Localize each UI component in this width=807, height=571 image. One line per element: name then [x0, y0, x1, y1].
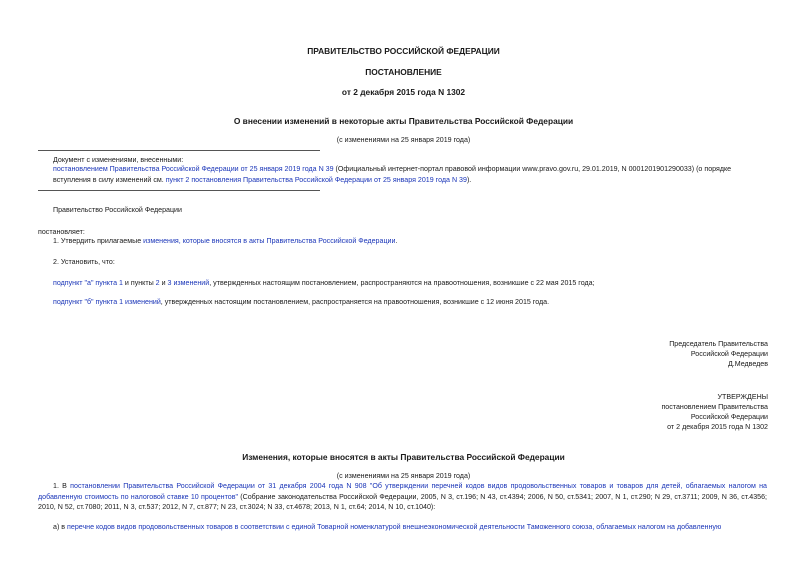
amend-link[interactable]: постановлением Правительства Российской Федерации от 25 января 2019 года N 39 [53, 165, 334, 173]
annex-paragraph-1: 1. В постановлении Правительства Российской Федерации от 31 декабря 2004 года N 908 "Об утверждении перечней кодов видов продовольственных товаров и товаров для детей, облагаемых налогом на добавленную стоимость по налоговой ставке 10 процентов" (Собрание законодательства Российской Федерации, 2005, N 3, ст.196; N 43, ст.4394; 2006, N 50, ст.5341; 2007, N 1, ст.290; N 29, ст.3711; 2009, N 36, ст.4356; 2010, N 52, ст.7080; 2011, N 3, ст.537; 2012, N 7, ст.877; N 23, ст.3024; N 33, ст.4678; 2013, N 1, ст.64; 2014, N 10, ст.1040): [38, 482, 767, 511]
approved-line-4: от 2 декабря 2015 года N 1302 [667, 423, 768, 431]
signer-title-1: Председатель Правительства [669, 340, 768, 348]
point-3-link[interactable]: 3 изменений [167, 279, 210, 287]
changes-text: постановлением Правительства Российской Федерации от 25 января 2019 года N 39 (Официальный интернет-портал правовой информации www.pravo.gov.ru, 29.01.2019, N 0001201901290033) (о порядке вступления в силу изменений см. пункт 2 постановления Правительства Российской Федерации от 25 января 2019 года N 39). [53, 165, 732, 184]
paragraph-2: 2. Установить, что: [53, 258, 115, 266]
signer-name: Д.Медведев [727, 360, 768, 368]
approved-line-2: постановлением Правительства [661, 403, 768, 411]
changes-link[interactable]: изменения, которые вносятся в акты Правительства Российской Федерации [143, 237, 396, 245]
approved-label: УТВЕРЖДЕНЫ [717, 393, 768, 401]
annex-paragraph-a: а) в перечне кодов видов продовольственных товаров в соответствии с единой Товарной номенклатурой внешнеэкономической деятельности Таможенного союза, облагаемых налогом на добавленную [53, 523, 722, 531]
doc-date-number: от 2 декабря 2015 года N 1302 [341, 87, 466, 97]
approved-line-3: Российской Федерации [690, 413, 768, 421]
divider-bottom [38, 190, 320, 191]
doc-title: О внесении изменений в некоторые акты Правительства Российской Федерации [233, 116, 574, 126]
annex-amended-note: (с изменениями на 25 января 2019 года) [336, 472, 471, 480]
decrees-word: постановляет: [38, 228, 85, 236]
doc-type: ПОСТАНОВЛЕНИЕ [365, 67, 442, 77]
amended-note: (с изменениями на 25 января 2019 года) [336, 136, 471, 144]
divider-top [38, 150, 320, 151]
annex-title: Изменения, которые вносятся в акты Правительства Российской Федерации [242, 452, 565, 462]
paragraph-1: 1. Утвердить прилагаемые изменения, которые вносятся в акты Правительства Российской Федерации. [53, 237, 398, 245]
signer-title-2: Российской Федерации [690, 350, 768, 358]
subpoint-b-link[interactable]: подпункт "б" пункта 1 изменений [53, 298, 161, 306]
changes-intro: Документ с изменениями, внесенными: [53, 156, 184, 164]
point-2-link[interactable]: 2 [155, 279, 160, 287]
gov-name: ПРАВИТЕЛЬСТВО РОССИЙСКОЙ ФЕДЕРАЦИИ [307, 46, 500, 56]
decree-908-link[interactable]: постановлении Правительства Российской Федерации от 31 декабря 2004 года N 908 "Об утверждении перечней кодов видов продовольственных товаров и товаров для детей, облагаемых налогом на добавленную стоимость по налоговой ставке 10 процентов" [38, 482, 767, 501]
product-codes-list-link[interactable]: перечне кодов видов продовольственных товаров в соответствии с единой Товарной номенклатурой внешнеэкономической деятельности Таможенного союза, облагаемых налогом на добавленную [67, 523, 722, 531]
amend-point-link[interactable]: пункт 2 постановления Правительства Российской Федерации от 25 января 2019 года N 39 [165, 175, 467, 184]
paragraph-2a: подпункт "а" пункта 1 и пункты 2 и 3 изменений, утвержденных настоящим постановлением, распространяются на правоотношения, возникшие с 22 мая 2015 года; [53, 279, 595, 287]
subpoint-a-link[interactable]: подпункт "а" пункта 1 [53, 279, 123, 287]
paragraph-2b: подпункт "б" пункта 1 изменений, утвержденных настоящим постановлением, распространяется на правоотношения, возникшие с 12 июня 2015 года. [53, 298, 550, 306]
gov-rf: Правительство Российской Федерации [53, 206, 182, 214]
